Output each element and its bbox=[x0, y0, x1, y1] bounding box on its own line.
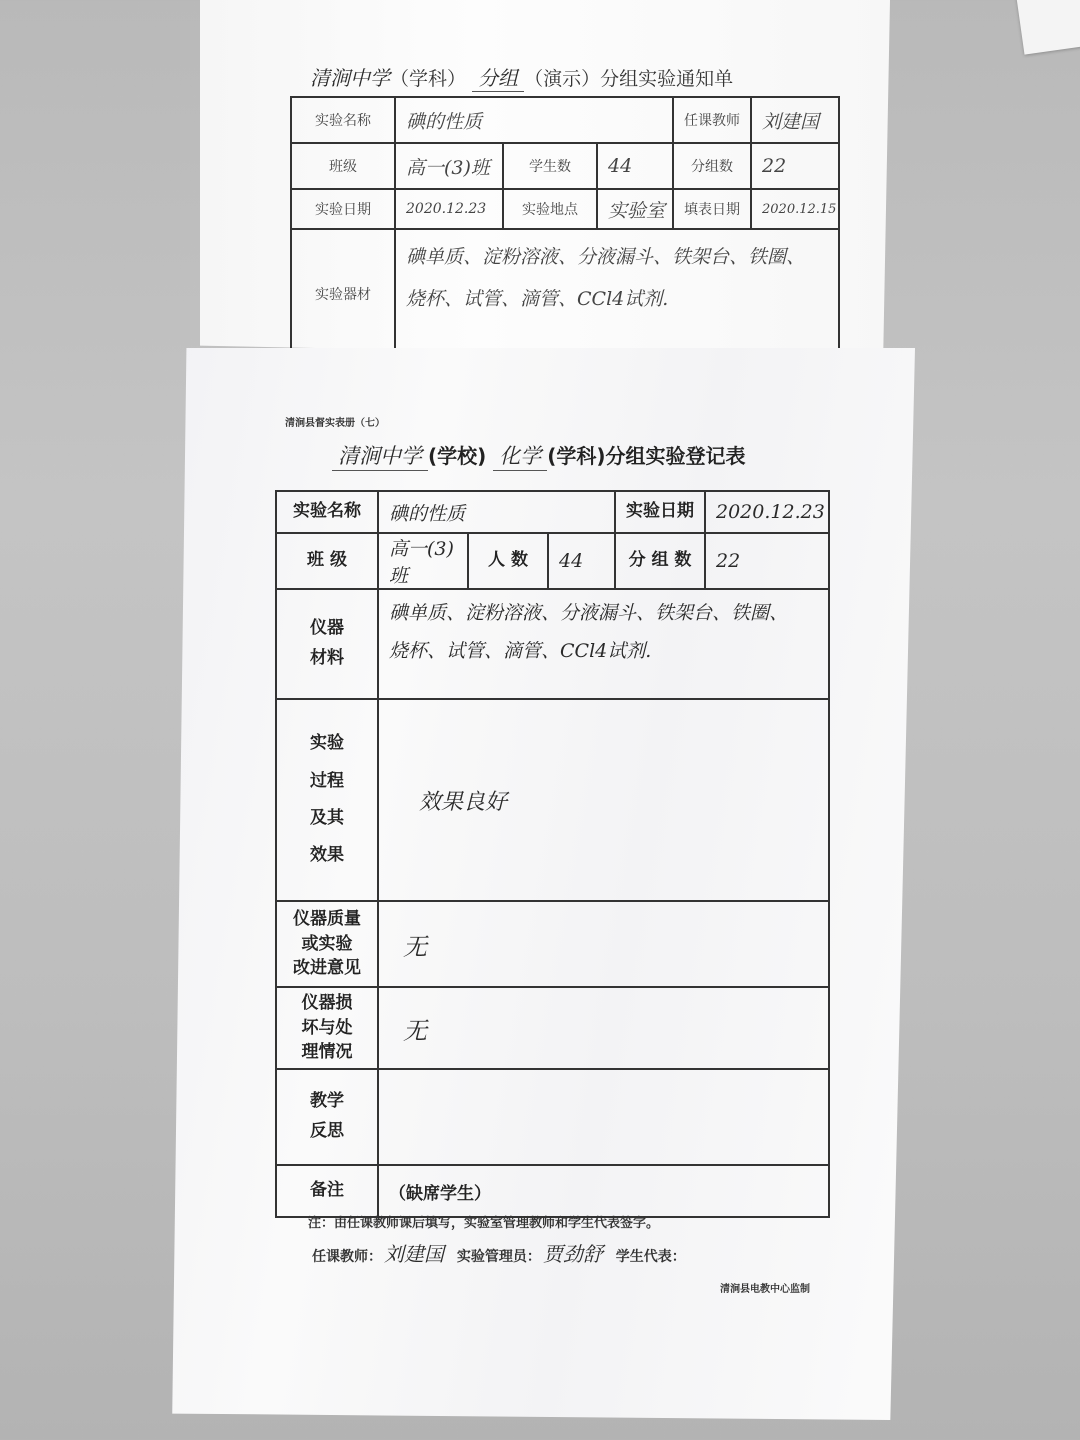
notice-groups-label: 分组数 bbox=[673, 143, 751, 189]
notice-equipment-label: 实验器材 bbox=[291, 229, 395, 359]
register-reflection-value bbox=[378, 1069, 829, 1165]
register-table bbox=[275, 490, 830, 1218]
register-process-label-1: 实验 bbox=[310, 733, 344, 754]
register-remarks-label: 备注 bbox=[276, 1165, 378, 1217]
register-reflection-label bbox=[276, 1069, 378, 1165]
notice-school: 清涧中学 bbox=[310, 66, 390, 90]
county-label: 清涧县督实表册（七） bbox=[285, 418, 385, 429]
notice-teacher-value: 刘建国 bbox=[751, 97, 839, 143]
student-signature-label: 学生代表： bbox=[615, 1249, 686, 1265]
notice-subject: 分组 bbox=[472, 62, 524, 92]
notice-location-value: 实验室 bbox=[597, 189, 673, 229]
notice-table bbox=[290, 96, 840, 360]
notice-fill-date-label: 填表日期 bbox=[673, 189, 751, 229]
notice-students-value: 44 bbox=[597, 143, 673, 189]
register-people-value: 44 bbox=[548, 533, 615, 589]
register-school-suffix: (学校) bbox=[428, 444, 487, 468]
register-process-label-3: 及其 bbox=[310, 808, 344, 828]
register-subject: 化学 bbox=[493, 440, 547, 471]
notice-name-label: 实验名称 bbox=[291, 97, 395, 143]
notice-equipment-line2: 烧杯、试管、滴管、CCl4试剂. bbox=[406, 288, 669, 310]
register-equipment-line1: 碘单质、淀粉溶液、分液漏斗、铁架台、铁圈、 bbox=[389, 602, 789, 624]
notice-students-label: 学生数 bbox=[503, 143, 597, 189]
paper-scrap bbox=[1016, 0, 1080, 55]
register-process-value: 效果良好 bbox=[378, 699, 829, 901]
register-quality-label-3: 改进意见 bbox=[293, 958, 361, 979]
register-title-suffix: (学科)分组实验登记表 bbox=[547, 444, 746, 468]
notice-title-suffix: （演示）分组实验通知单 bbox=[524, 68, 734, 90]
notice-equipment-line1: 碘单质、淀粉溶液、分液漏斗、铁架台、铁圈、 bbox=[406, 246, 806, 268]
register-equipment-label bbox=[276, 589, 378, 699]
admin-signature-label: 实验管理员： bbox=[456, 1249, 541, 1265]
register-quality-value: 无 bbox=[378, 901, 829, 987]
register-damage-label-2: 坏与处 bbox=[301, 1017, 353, 1038]
register-note: 注：由任课教师课后填写，实验室管理教师和学生代表签字。 bbox=[308, 1216, 660, 1231]
teacher-signature: 刘建国 bbox=[384, 1242, 444, 1266]
notice-date-value: 2020.12.23 bbox=[395, 189, 503, 229]
register-name-label: 实验名称 bbox=[276, 491, 378, 533]
notice-date-label: 实验日期 bbox=[291, 189, 395, 229]
register-reflection-label-2: 反思 bbox=[310, 1121, 344, 1141]
register-class-value: 高一(3)班 bbox=[378, 533, 468, 589]
register-quality-label bbox=[276, 901, 378, 987]
register-damage-value: 无 bbox=[378, 987, 829, 1069]
register-quality-label-1: 仪器质量 bbox=[293, 909, 361, 930]
register-process-label-2: 过程 bbox=[310, 770, 344, 791]
register-equipment-value bbox=[378, 589, 829, 699]
register-title bbox=[332, 440, 746, 471]
register-date-value: 2020.12.23 bbox=[705, 491, 829, 533]
register-equipment-line2: 烧杯、试管、滴管、CCl4试剂. bbox=[389, 640, 652, 662]
register-class-label: 班 级 bbox=[276, 533, 378, 589]
register-damage-label-1: 仪器损 bbox=[301, 993, 353, 1014]
register-process-label bbox=[276, 699, 378, 901]
register-date-label: 实验日期 bbox=[615, 491, 705, 533]
register-school: 清涧中学 bbox=[332, 440, 428, 471]
notice-name-value: 碘的性质 bbox=[395, 97, 673, 143]
signature-row bbox=[312, 1238, 686, 1267]
register-name-value: 碘的性质 bbox=[378, 491, 615, 533]
register-quality-label-2: 或实验 bbox=[301, 933, 353, 954]
notice-school-suffix: （学科） bbox=[390, 68, 467, 90]
notice-fill-date-value: 2020.12.15 bbox=[751, 189, 839, 229]
notice-teacher-label: 任课教师 bbox=[673, 97, 751, 143]
notice-class-value: 高一(3)班 bbox=[395, 143, 503, 189]
register-process-label-4: 效果 bbox=[310, 845, 344, 866]
register-damage-label bbox=[276, 987, 378, 1069]
notice-groups-value: 22 bbox=[751, 143, 839, 189]
notice-title bbox=[310, 62, 733, 92]
register-damage-label-3: 理情况 bbox=[301, 1042, 353, 1063]
register-equipment-label-1: 仪器 bbox=[310, 618, 344, 639]
register-remarks-value: （缺席学生） bbox=[378, 1165, 829, 1217]
register-groups-value: 22 bbox=[705, 533, 829, 589]
teacher-signature-label: 任课教师： bbox=[312, 1249, 382, 1265]
footer-label: 清涧县电教中心监制 bbox=[720, 1284, 810, 1295]
notice-equipment-value bbox=[395, 229, 839, 359]
admin-signature: 贾劲舒 bbox=[542, 1242, 603, 1266]
register-people-label: 人 数 bbox=[468, 533, 548, 589]
notice-class-label: 班级 bbox=[291, 143, 395, 189]
register-equipment-label-2: 材料 bbox=[310, 648, 344, 668]
register-reflection-label-1: 教学 bbox=[310, 1091, 344, 1112]
notice-location-label: 实验地点 bbox=[503, 189, 597, 229]
register-groups-label: 分 组 数 bbox=[615, 533, 705, 589]
